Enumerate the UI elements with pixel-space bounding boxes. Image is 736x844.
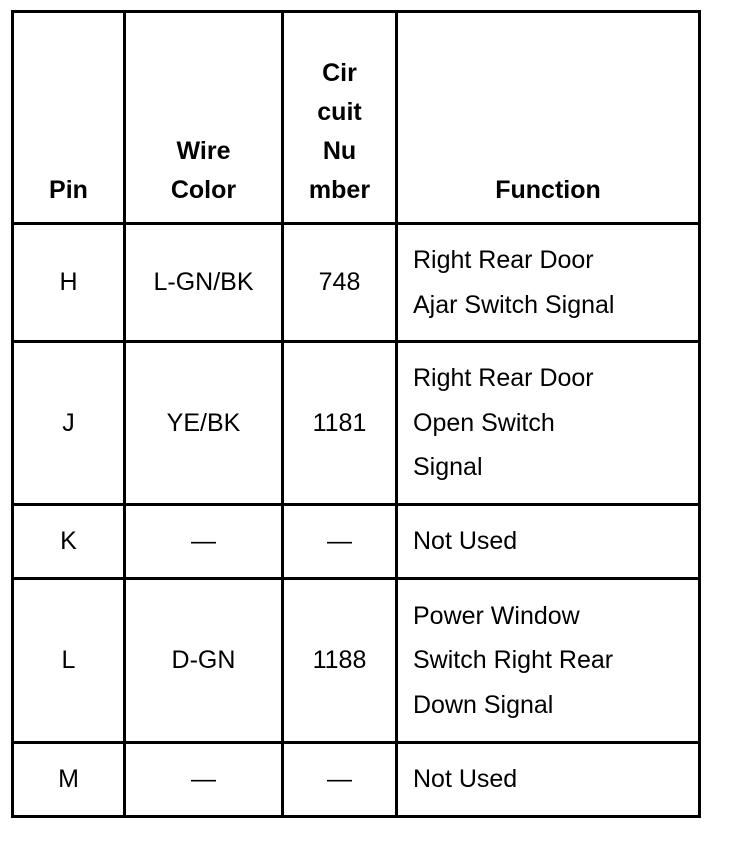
header-function xyxy=(397,12,700,224)
function-line: Down Signal xyxy=(413,690,554,719)
circuit-cell: 748 xyxy=(283,224,397,342)
wire-color-cell: — xyxy=(125,505,283,579)
function-cell xyxy=(397,505,700,579)
function-line: Ajar Switch Signal xyxy=(413,290,615,319)
function-cell xyxy=(397,342,700,505)
pin-cell: M xyxy=(13,743,125,817)
header-circuit-line: mber xyxy=(308,176,371,204)
header-wire-color-line: Color xyxy=(170,176,237,204)
header-circuit-number xyxy=(283,12,397,224)
circuit-cell: — xyxy=(283,743,397,817)
table-row xyxy=(13,579,700,743)
header-wire-color-line: Wire xyxy=(176,137,231,165)
function-line: Not Used xyxy=(413,765,518,794)
function-line: Switch Right Rear xyxy=(413,646,614,675)
table-row xyxy=(13,224,700,342)
pin-cell: K xyxy=(13,505,125,579)
function-cell xyxy=(397,743,700,817)
header-wire-color xyxy=(125,12,283,224)
function-cell xyxy=(397,224,700,342)
pin-cell: L xyxy=(13,579,125,743)
table-body xyxy=(13,224,700,817)
function-line: Power Window xyxy=(413,601,580,630)
pin-cell: H xyxy=(13,224,125,342)
header-circuit-line: cuit xyxy=(317,98,362,126)
header-circuit-line: Nu xyxy=(322,137,357,165)
header-function-line: Function xyxy=(495,176,601,204)
header-pin-line: Pin xyxy=(49,176,88,204)
wire-color-cell: D-GN xyxy=(125,579,283,743)
function-line: Signal xyxy=(413,453,483,482)
header-pin xyxy=(13,12,125,224)
connector-pinout-table xyxy=(11,10,701,818)
function-line: Right Rear Door xyxy=(413,246,594,274)
wire-color-cell: L-GN/BK xyxy=(125,224,283,342)
circuit-cell: — xyxy=(283,505,397,579)
table-row xyxy=(13,505,700,579)
header-row xyxy=(13,12,700,224)
function-cell xyxy=(397,579,700,743)
wire-color-cell: — xyxy=(125,743,283,817)
header-circuit-line: Cir xyxy=(322,59,357,87)
function-line: Not Used xyxy=(413,527,518,556)
table-row xyxy=(13,743,700,817)
circuit-cell: 1181 xyxy=(283,342,397,505)
table-header xyxy=(13,12,700,224)
function-line: Open Switch xyxy=(413,408,555,437)
circuit-cell: 1188 xyxy=(283,579,397,743)
function-line: Right Rear Door xyxy=(413,364,594,393)
pin-cell: J xyxy=(13,342,125,505)
wire-color-cell: YE/BK xyxy=(125,342,283,505)
table-row xyxy=(13,342,700,505)
